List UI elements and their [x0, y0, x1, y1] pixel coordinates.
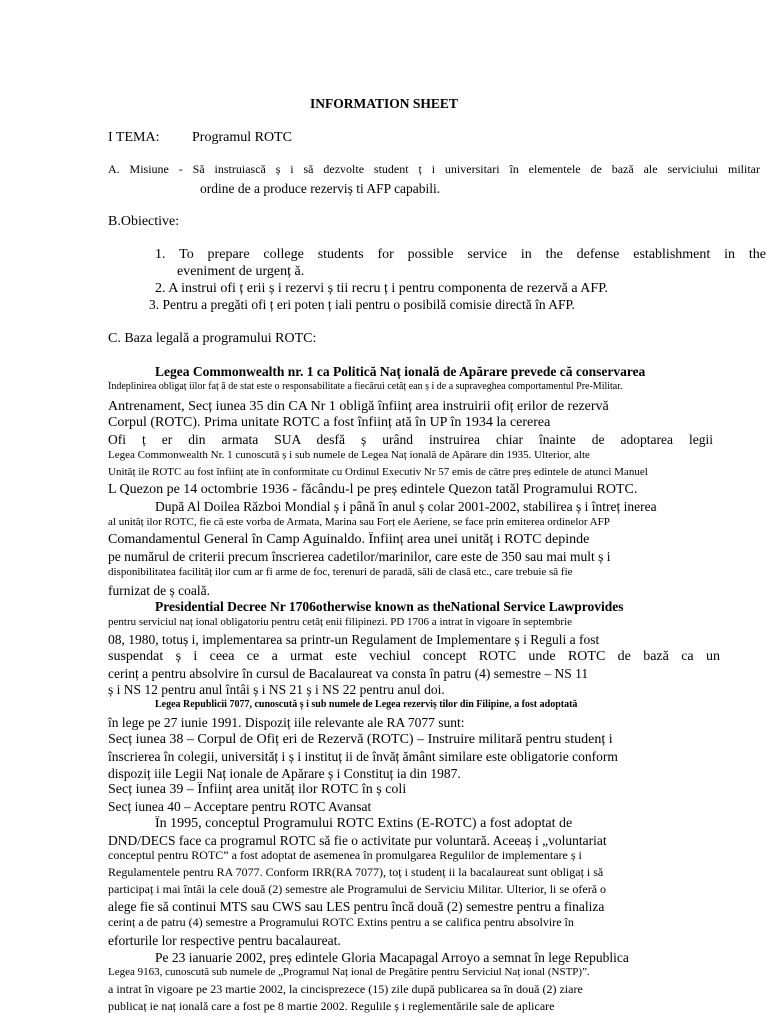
paragraph-line: Unităț ile ROTC au fost înființ ate în conformitate cu Ordinul Executiv Nr 57 emis de către preș edintele de atunci Manuel: [108, 466, 648, 478]
paragraph-line: Pe 23 ianuarie 2002, preș edintele Gloria Macapagal Arroyo a semnat în lege Republica: [155, 950, 629, 965]
paragraph-line: dispoziț iile Legii Naț ionale de Apărare ș i Constituț ia din 1987.: [108, 766, 461, 781]
paragraph-line: În 1995, conceptul Programului ROTC Extins (E-ROTC) a fost adoptat de: [155, 816, 573, 831]
objective-item: eveniment de urgenț ă.: [177, 264, 305, 279]
paragraph-line: conceptul pentru ROTC” a fost adoptat de asemenea în promulgarea Regulilor de implementare ș i: [108, 849, 582, 862]
paragraph-line: 08, 1980, totuș i, implementarea sa printr-un Regulament de Implementare ș i Reguli a fost: [108, 632, 600, 647]
paragraph-line: pentru serviciul naț ional obligatoriu pentru cetăț enii filipinezi. PD 1706 a intrat în vigoare în septembrie: [108, 616, 573, 628]
paragraph-line: Antrenament, Secț iunea 35 din CA Nr 1 obligă înființ area instruirii ofiț erilor de rezervă: [108, 399, 609, 414]
paragraph-line: furnizat de ș coală.: [108, 583, 210, 598]
paragraph-line: ș i NS 12 pentru anul întâi ș i NS 21 ș i NS 22 pentru anul doi.: [108, 682, 445, 697]
paragraph-heading: Legea Republicii 7077, cunoscută ș i sub numele de Legea rezerviș tilor din Filipine, a fost adoptată: [155, 699, 578, 710]
paragraph-line: înscrierea în colegii, universităț i ș i instituț ii de învăț ământ similare este obligatorie conform: [108, 749, 618, 764]
objective-item: 1. To prepare college students for possible service in the defense establishment in the: [155, 247, 766, 262]
paragraph-heading: Legea Commonwealth nr. 1 ca Politică Naț ională de Apărare prevede că conservarea: [155, 364, 646, 379]
paragraph-heading: Presidential Decree Nr 1706otherwise known as theNational Service Lawprovides: [155, 599, 624, 614]
paragraph-line: în lege pe 27 iunie 1991. Dispoziț iile relevante ale RA 7077 sunt:: [108, 715, 465, 730]
paragraph-line: Secț iunea 38 – Corpul de Ofiț eri de Rezervă (ROTC) – Instruire militară pentru studenț i: [108, 732, 613, 747]
objective-item: 2. A instrui ofi ț erii ș i rezervi ș tii recru ț i pentru componenta de rezervă a AFP.: [155, 281, 608, 296]
paragraph-line: Regulamentele pentru RA 7077. Conform IRR(RA 7077), toț i studenț ii la bacalaureat sunt obligaț i să: [108, 866, 604, 879]
paragraph-line: L Quezon pe 14 octombrie 1936 - făcându-l pe preș edintele Quezon tatăl Programului ROTC.: [108, 482, 638, 497]
paragraph-line: Secț iunea 40 – Acceptare pentru ROTC Avansat: [108, 799, 372, 814]
paragraph-line: cerinț a pentru absolvire în cursul de Bacalaureat va consta în patru (4) semestre – NS 11: [108, 666, 589, 681]
paragraph-line: Secț iunea 39 – Înființ area unităț ilor ROTC în ș coli: [108, 782, 407, 797]
obiective-heading: B.Obiective:: [108, 214, 180, 229]
misiune-line: A. Misiune - Să instruiască ș i să dezvolte student ț i universitari în elementele de bază ale serviciului militar: [108, 163, 760, 176]
paragraph-line: Comandamentul General în Camp Aguinaldo. Înființ area unei unităț i ROTC depinde: [108, 532, 590, 547]
paragraph-line: Corpul (ROTC). Prima unitate ROTC a fost înființ ată în UP în 1934 la cererea: [108, 415, 551, 430]
tema-label: I TEMA:: [108, 130, 160, 145]
paragraph-line: pe numărul de criterii precum înscrierea cadetilor/marinilor, care este de 350 sau mai mult ș i: [108, 549, 611, 564]
paragraph-line: Legea Commonwealth Nr. 1 cunoscută ș i sub numele de Legea Naț ională de Apărare din 1935. Ulterior, alte: [108, 449, 590, 461]
paragraph-line: cerinț a de patru (4) semestre a Programului ROTC Extins pentru a se califica pentru absolvire în: [108, 916, 574, 929]
paragraph-line: eforturile lor respective pentru bacalaureat.: [108, 933, 341, 948]
paragraph-line: Ofi ț er din armata SUA desfă ș urând instruirea chiar înainte de adoptarea legii: [108, 432, 713, 447]
baza-heading: C. Baza legală a programului ROTC:: [108, 331, 317, 346]
paragraph-line: alege fie să continui MTS sau CWS sau LES pentru încă două (2) semestre pentru a finaliza: [108, 899, 605, 914]
tema-value: Programul ROTC: [192, 130, 292, 145]
paragraph-line: al unităț ilor ROTC, fie că este vorba de Armata, Marina sau Forț ele Aeriene, se face prin emiterea ordinelor AFP: [108, 516, 610, 528]
paragraph-line: publicaț ie naț ională care a fost pe 8 martie 2002. Regulile ș i reglementările sale de aplicare: [108, 1000, 555, 1013]
paragraph-line: suspendat ș i ceea ce a urmat este vechiul concept ROTC unde ROTC de bază ca un: [108, 649, 720, 664]
paragraph-line: disponibilitatea facilităț ilor cum ar fi arme de foc, terenuri de paradă, săli de clasă etc., care trebuie să fie: [108, 566, 573, 578]
objective-item: 3. Pentru a pregăti ofi ț eri poten ț iali pentru o posibilă comisie directă în AFP.: [149, 297, 575, 312]
paragraph-line: a intrat în vigoare pe 23 martie 2002, la cincisprezece (15) zile după publicarea sa în două (2) ziare: [108, 983, 583, 996]
paragraph-line: participaț i mai întâi la cele două (2) semestre ale Programului de Serviciu Militar. Ulterior, li se oferă o: [108, 883, 607, 896]
paragraph-line: Îndeplinirea obligaț iilor faț ă de stat este o responsabilitate a fiecărui cetăț ean ș i de a supraveghea comportamentul Pre-Militar.: [108, 381, 623, 392]
paragraph-line: Legea 9163, cunoscută sub numele de „Programul Naț ional de Pregătire pentru Serviciul Naț ional (NSTP)”.: [108, 966, 590, 978]
paragraph-line: După Al Doilea Război Mondial ș i până în anul ș colar 2001-2002, stabilirea ș i întreț inerea: [155, 499, 657, 514]
document-title: INFORMATION SHEET: [310, 96, 458, 111]
paragraph-line: DND/DECS face ca programul ROTC să fie o activitate pur voluntară. Aceeaș i „voluntariat: [108, 833, 607, 848]
misiune-line: ordine de a produce rezerviș ti AFP capabili.: [200, 181, 441, 196]
tema-line: [108, 130, 760, 146]
